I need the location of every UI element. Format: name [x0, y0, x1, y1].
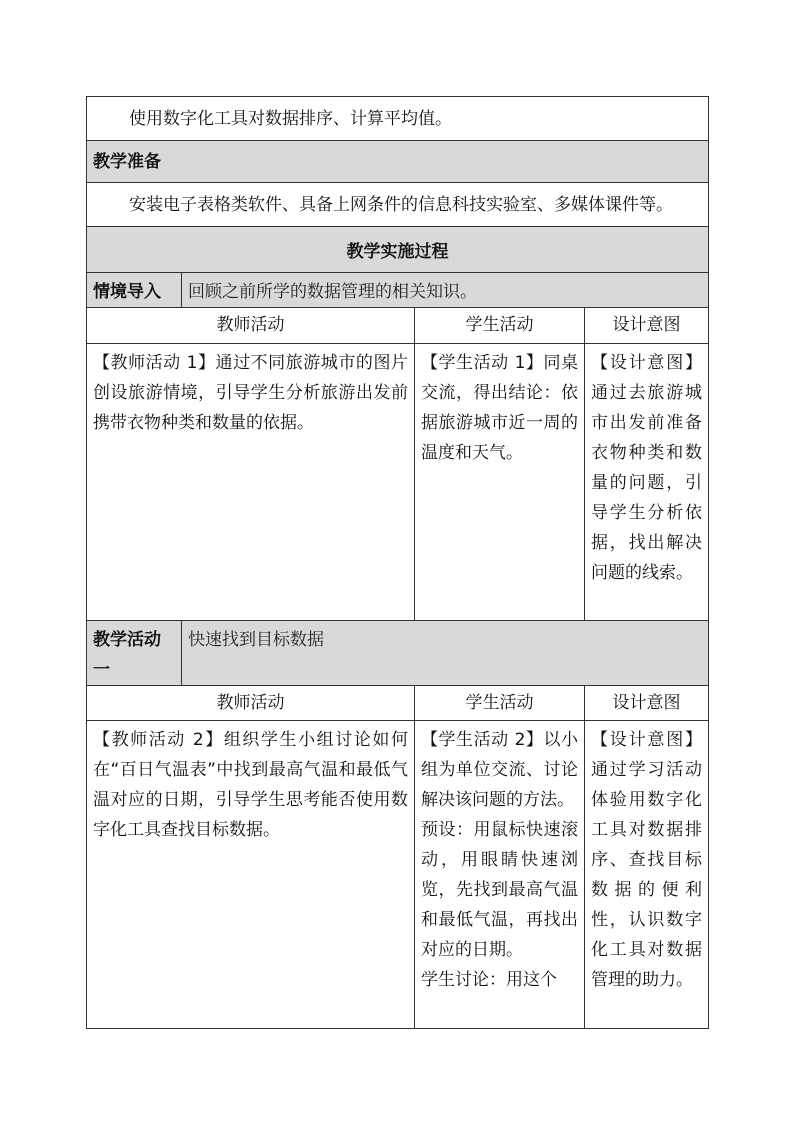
student-activity-2 [415, 721, 585, 1029]
process-title-row [87, 227, 709, 273]
student-activity-2-intro: 【学生活动 2】以小组为单位交流、讨论解决该问题的方法。 [421, 730, 578, 810]
design-intent-header: 设计意图 [585, 308, 709, 344]
teacher-activity-header: 教师活动 [87, 308, 415, 344]
preparation-text-row [87, 183, 709, 227]
student-activity-header: 学生活动 [415, 308, 585, 344]
design-intent-2: 【设计意图】通过学习活动体验用数字化工具对数据排序、查找目标数据的便利性，认识数字化工具对数据管理的助力。 [585, 721, 709, 1029]
student-activity-1: 【学生活动 1】同桌交流，得出结论：依据旅游城市近一周的温度和天气。 [415, 344, 585, 621]
preparation-heading: 教学准备 [87, 141, 709, 183]
activity1-label: 教学活动一 [87, 621, 182, 686]
activity1-heading-row [87, 621, 709, 686]
teacher-activity-2: 【教师活动 2】组织学生小组讨论如何在“百日气温表”中找到最高气温和最低气温对应的日期，引导学生思考能否使用数字化工具查找目标数据。 [87, 721, 415, 1029]
objective-text: 使用数字化工具对数据排序、计算平均值。 [87, 97, 709, 141]
design-intent-1: 【设计意图】通过去旅游城市出发前准备衣物种类和数量的问题，引导学生分析依据，找出解决问题的线索。 [585, 344, 709, 621]
lesson-plan-table [86, 96, 709, 1029]
objective-row [87, 97, 709, 141]
student-activity-2-preset: 预设：用鼠标快速滚动，用眼睛快速浏览，先找到最高气温和最低气温，再找出对应的日期。 [421, 820, 578, 960]
activity-row-1 [87, 344, 709, 621]
teacher-activity-1: 【教师活动 1】通过不同旅游城市的图片创设旅游情境，引导学生分析旅游出发前携带衣物种类和数量的依据。 [87, 344, 415, 621]
intro-row [87, 273, 709, 308]
column-header-row-2 [87, 686, 709, 721]
process-title: 教学实施过程 [87, 227, 709, 273]
preparation-text: 安装电子表格类软件、具备上网条件的信息科技实验室、多媒体课件等。 [87, 183, 709, 227]
intro-label: 情境导入 [87, 273, 182, 308]
preparation-heading-row [87, 141, 709, 183]
teacher-activity-header-2: 教师活动 [87, 686, 415, 721]
activity-row-2 [87, 721, 709, 1029]
student-activity-2-discussion: 学生讨论：用这个 [421, 970, 557, 990]
column-header-row-1 [87, 308, 709, 344]
activity1-text: 快速找到目标数据 [182, 621, 709, 686]
design-intent-header-2: 设计意图 [585, 686, 709, 721]
intro-text: 回顾之前所学的数据管理的相关知识。 [182, 273, 709, 308]
student-activity-header-2: 学生活动 [415, 686, 585, 721]
